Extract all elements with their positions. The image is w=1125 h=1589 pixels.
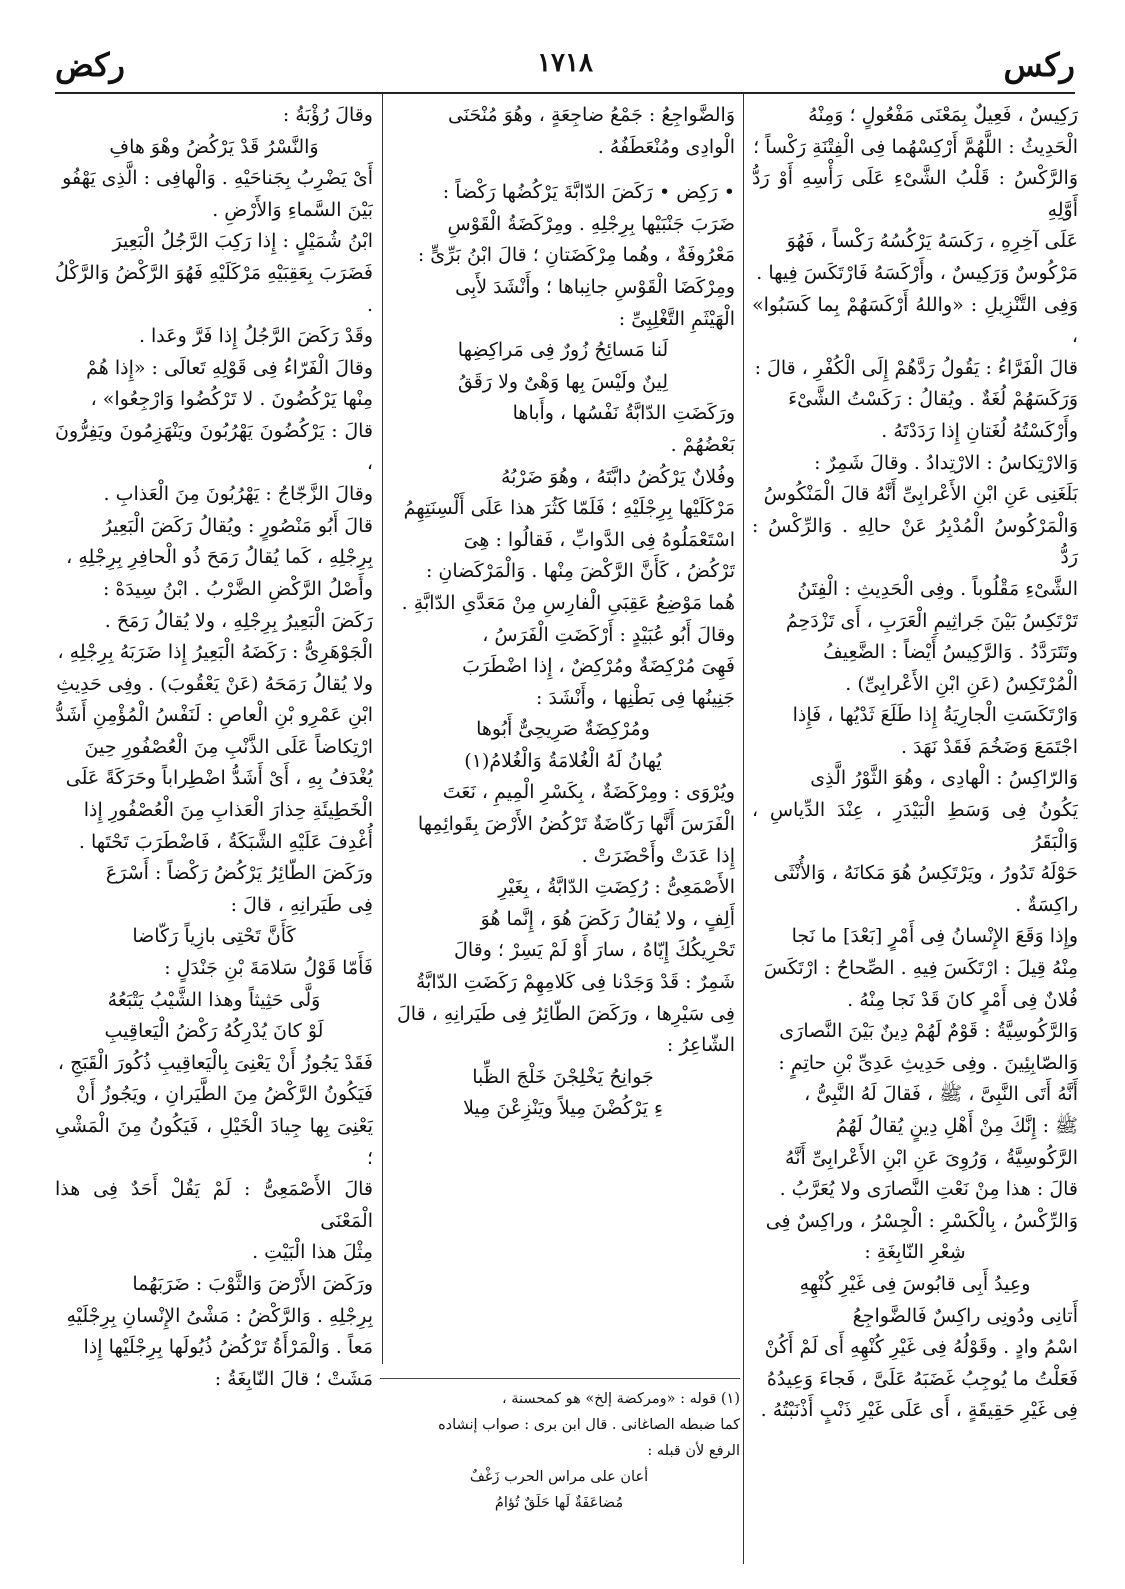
text-line: الشَّىْءِ مَقْلُوباً . وفِى الْحَدِيثِ : الْفِتَنُ: [797, 577, 1078, 600]
text-line: قالَ : هذا مِنْ نَعْتِ النَّصارَى ولا يُعَرَّبُ .: [779, 1178, 1078, 1201]
text-line: ومِرْكَضَا الْقَوْسِ جانِباها ؛ وأَنْشَدَ لأَبِى: [455, 275, 735, 298]
text-line: قالَ أَبُو مَنْصُورٍ : ويُقالُ رَكَضَ الْبَعِيرُ: [102, 514, 373, 537]
footnote-line: أعان على مراس الحرب زَغْفٌ: [469, 1469, 649, 1485]
text-line: مَعْرُوفَةٌ ، وهُما مِرْكَضَتانِ ؛ قالَ ابْنُ بَرِّىٍّ :: [417, 244, 735, 267]
text-line: وإِذا وَقَعَ الإِنْسانُ فِى أَمْرٍ [بَعْدَ] ما نَجا: [791, 925, 1078, 948]
header-rule: [55, 92, 1075, 94]
text-line: ورَكَضَتِ الدّابَّةُ نَفْسُها ، وأَباها: [512, 402, 735, 425]
text-line: ولا يُقالُ رَمَحَهُ (عَنْ يَعْقُوبَ) . وفِى حَدِيثِ: [56, 672, 373, 695]
text-line: شِعْرِ النّابِغَةِ :: [864, 1241, 966, 1264]
text-line: الْهَيْثَمِ التَّغْلِبِىِّ :: [618, 307, 735, 330]
text-line: الْوادِى ومُنْعَطَفُهُ .: [597, 135, 735, 158]
text-line: فِى طَيَرانِهِ ، قالَ :: [230, 893, 373, 916]
text-line: • رَكِض • رَكَضَ الدّابَّةَ يَرْكُضُها رَكْضاً :: [442, 181, 735, 204]
text-line: لَوْ كانَ يُدْرِكُهُ رَكْضُ الْيَعاقِيبِ: [104, 1020, 324, 1043]
text-line: لَنا مَسائِحُ زُورٌ فِى مَراكِضِها: [457, 339, 669, 362]
text-line: وقالَ الزَّجّاجُ : يَهْرُبُونَ مِنَ الْعَذابِ .: [103, 483, 373, 506]
text-line: وتَتَرَدَّدُ . وَالرَّكِيسُ أَيْضاً : الضَّعِيفُ: [823, 641, 1078, 664]
text-line: إِذا عَدَتْ وأَحْضَرَتْ .: [581, 844, 735, 867]
column-middle: [391, 100, 735, 1375]
text-line: الْفَرَسَ أَنَّها رَكّاضَةٌ تَرْكُضُ الأَرْضَ بِقَوائِمِها: [417, 813, 735, 836]
text-line: مِنْها يَرْكُضُونَ . لا تَرْكُضُوا وَارْجِعُوا» ،: [90, 388, 373, 411]
text-line: ضَرَبَ جَنْبَيْها بِرِجْلِهِ . ومِرْكَضَةُ الْقَوْسِ: [447, 212, 735, 235]
text-line: وَالرِّكْسُ ، بِالْكَسْرِ : الْجِسْرُ ، وراكِسٌ فِى: [765, 1209, 1078, 1232]
text-line: قالَ الأَصْمَعِىُّ : لَمْ يَقُلْ أَحَدٌ فِى هذا الْمَعْنَى: [55, 1178, 373, 1232]
text-line: ومُرْكِضَةٌ صَرِيحِىٌّ أَبُوها: [476, 718, 650, 741]
text-line: أُغْدِفَ عَلَيْهِ الشَّبَكَةُ ، فَاضْطَرَبَ تَحْتَها .: [78, 830, 373, 853]
text-line: راكِسَةٌ .: [1015, 893, 1078, 916]
text-line: وَالنَّسْرُ قَدْ يَرْكُضُ وهْوَ هافِ: [109, 135, 319, 158]
column-left: [55, 100, 373, 1570]
text-line: فَأَمّا قَوْلُ سَلامَةَ بْنِ جَنْدَلٍ :: [164, 957, 373, 980]
text-line: أَىْ يَضْرِبُ بِجَناحَيْهِ . وَالْهافِى : الَّذِى يَهْفُو: [62, 167, 373, 190]
text-line: بَعْضُهُمْ .: [670, 433, 735, 456]
text-line: وَرَكَسَهُمْ لُغَةٌ . ويُقالُ : رَكَسْتُ الشَّىْءَ: [788, 388, 1078, 411]
text-line: وَالصّابِئِينَ . وفِى حَدِيثِ عَدِىِّ بْنِ حاتِمٍ :: [778, 1051, 1078, 1074]
text-line: تَرْتَكِسُ بَيْنَ جَراثِيمِ الْعَرَبِ ، أَى تَزْدَحِمُ: [785, 609, 1078, 632]
text-line: الْحَدِيثُ : اللَّهُمَّ أَرْكِسْهُما فِى الْفِتْنَةِ رَكْساً ؛: [753, 135, 1078, 158]
text-line: وَارْتَكَسَتِ الْجارِيَةُ إِذا طَلَعَ ثَدْيُها ، فَإِذا: [792, 704, 1078, 727]
text-line: وَالرَّكُوسِيَّةُ : قَوْمٌ لَهُمْ دِينٌ بَيْنَ النَّصارَى: [779, 1020, 1078, 1043]
text-line: ارْتِكاضاً عَلَى الذَّنْبِ مِنَ الْعُصْفُورِ حِينَ: [84, 735, 373, 758]
text-line: مَرْكُوسٌ وَرَكِيسٌ ، وأَرْكَسَهُ فَارْتَكَسَ فِيها .: [756, 261, 1078, 284]
text-line: جَنِينُها فِى بَطْنِها ، وأَنْشَدَ :: [536, 686, 735, 709]
text-line: بَيْنَ السَّماءِ وَالأَرْضِ .: [212, 198, 373, 221]
text-line: وَالضَّواجِعُ : جَمْعُ ضاجِعَةٍ ، وهُوَ مُنْحَنَى: [447, 104, 735, 126]
text-line: ءِ يَرْكُضْنَ مِيلاً ويَنْزِعْنَ مِيلا: [463, 1097, 663, 1120]
header-root-right: ركس: [1003, 46, 1075, 84]
text-line: فُلانٌ فِى أَمْرٍ كانَ قَدْ نَجا مِنْهُ .: [847, 988, 1078, 1011]
text-line: الشّاعِرُ :: [666, 1034, 735, 1057]
text-line: رَكِيسٌ ، فَعِيلٌ بِمَعْنَى مَفْعُولٍ ؛ وَمِنْهُ: [808, 104, 1078, 126]
text-line: ﷺ : إِنَّكَ مِنْ أَهْلِ دِينٍ يُقالُ لَهُمُ: [835, 1115, 1078, 1137]
text-line: الْجَوْهَرِىُّ : رَكَضَهُ الْبَعِيرُ إِذا ضَرَبَهُ بِرِجْلِهِ ،: [57, 641, 373, 664]
text-line: مِنْهُ قِيلَ : ارْتَكَسَ فِيهِ . الصِّحاحُ : ارْتَكَسَ: [763, 957, 1078, 980]
text-line: مَشَتْ ؛ قالَ النّابِغَةُ :: [214, 1367, 373, 1390]
text-line: لِينٌ ولَيْسَ بِها وَهْىٌ ولا رَقَقُ: [457, 370, 669, 393]
text-line: يُهانُ لَهُ الْغُلامَةُ وَالْغُلامُ(١): [464, 749, 662, 772]
footnote-line: (١) قوله : «ومركضة إلخ» هو كمحسنة ،: [501, 1391, 740, 1407]
text-line: أَلِفٍ ، ولا يُقالُ رَكَضَ هُوَ ، إِنَّما هُوَ: [480, 907, 735, 930]
text-line: فَعَلْتُ ما يُوجِبُ غَضَبَهُ عَلَىَّ ، فَجاءَ وَعِيدُهُ: [766, 1367, 1078, 1390]
column-right: [752, 100, 1078, 1570]
footnote-line: الرفع لأن قبله :: [647, 1443, 740, 1459]
text-line: الْمُرْتَكِسُ (عَنِ ابْنِ الأَعْرابِىِّ) .: [845, 672, 1078, 695]
text-line: ويُرْوَى : ومِرْكَضَةٌ ، بِكَسْرِ الْمِيمِ ، نَعَتَ: [442, 781, 735, 804]
text-line: يَكُونُ فِى وَسَطِ الْبَيْدَرِ ، عِنْدَ الدِّياسِ ، وَالْبَقَرُ: [752, 799, 1078, 853]
text-line: وقَدْ رَكَضَ الرَّجُلُ إِذا فَرَّ وعَدا .: [138, 325, 373, 348]
text-line: عَلَى آخِرِهِ ، رَكَسَهُ يَرْكُسُهُ رَكْساً ، فَهُوَ: [786, 230, 1078, 253]
text-line: هُما مَوْضِعُ عَقِبَىِ الْفارِسِ مِنْ مَعَدَّىِ الدّابَّةِ .: [401, 591, 735, 614]
text-line: قالَ : يَرْكُضُونَ يَهْرُبُونَ ويَنْهَزِمُونَ ويَفِرُّونَ ،: [55, 419, 373, 474]
text-line: فَضَرَبَ بِعَقِبَيْهِ مَرْكَلَيْهِ فَهُوَ الرَّكْضُ وَالرَّكْلُ .: [55, 261, 373, 316]
footnote-rule: [380, 1378, 740, 1379]
text-line: اسْمُ وادٍ . وقَوْلُهُ فِى غَيْرِ كُنْهِهِ أَى لَمْ أَكُنْ: [764, 1336, 1078, 1359]
text-line: وَالْمَرْكُوسُ الْمُدْبِرُ عَنْ حالِهِ . وَالرِّكْسُ : رَدُّ: [752, 514, 1078, 569]
header-root-left: ركض: [55, 46, 125, 84]
paragraph-gap: [391, 163, 735, 177]
text-line: حَوْلَهُ تَدُورُ ، ويَرْتَكِسُ هُوَ مَكانَهُ ، وَالأُنْثَى: [773, 862, 1078, 885]
text-line: بِرِجْلِهِ ، كَما يُقالُ رَمَحَ ذُو الْحافِرِ بِرِجْلِهِ ،: [66, 546, 373, 569]
text-line: مَرْكَلَيْها بِرِجْلَيْهِ ؛ فَلَمّا كَثُرَ هذا عَلَى أَلْسِنَتِهِمُ: [403, 497, 735, 520]
text-line: الْخَطِيئَةِ حِذارَ الْعَذابِ مِنَ الْعُصْفُورِ إِذا: [83, 799, 373, 822]
text-line: وَالرَّكْسُ : قَلْبُ الشَّىْءِ عَلَى رَأْسِهِ أَوْ رَدُّ أَوَّلِهِ: [752, 167, 1078, 221]
footnote-line: مُضاعَفَةٌ لَها حَلَقٌ تُؤامُ: [494, 1495, 624, 1511]
text-line: أَنَّهُ أَتَى النَّبِىَّ ، ﷺ ، فَقالَ لَهُ النَّبِىُّ ،: [804, 1083, 1078, 1106]
text-line: اسْتَعْمَلُوهُ فِى الدَّوابِّ ، فَقالُوا : هِىَ: [463, 528, 735, 551]
text-line: فِى سَيْرِها ، ورَكَضَ الطّائِرُ فِى طَيَرانِهِ ، قالَ: [396, 1002, 735, 1025]
text-line: الرَّكُوسِيَّةُ ، وَرُوِىَ عَنِ ابْنِ الأَعْرابِىِّ أَنَّهُ: [785, 1146, 1078, 1169]
page-header: [55, 40, 1075, 90]
text-line: بَلَغَنِى عَنِ ابْنِ الأَعْرابِىِّ أَنَّهُ قالَ الْمَنْكُوسُ: [763, 483, 1078, 506]
text-line: قالَ الْفَرَّاءُ : يَقُولُ رَدَّهُمْ إِلَى الْكُفْرِ ، قالَ :: [754, 356, 1078, 379]
column-divider-left: [382, 94, 383, 1364]
column-divider-right: [743, 94, 744, 1564]
text-line: تَحْرِيكُكَ إِيّاهُ ، سارَ أَوْ لَمْ يَسِرْ ؛ وقالَ: [454, 939, 735, 962]
footnote: [378, 1386, 740, 1516]
text-line: كَأَنَّ تَحْتِى بازِياً رَكّاضا: [132, 925, 296, 948]
text-line: وقالَ أَبُو عُبَيْدٍ : أَرْكَضَتِ الْفَرَسُ ،: [482, 623, 735, 646]
text-line: تَرْكُضُ ، كَأَنَّ الرَّكْضَ مِنْها . وَالْمَرْكَضانِ :: [425, 560, 735, 583]
text-line: وَلَّى حَثِيثاً وهذا الشَّيْبُ يَتْبَعُهُ: [107, 988, 321, 1011]
text-line: الأَصْمَعِىُّ : رُكِضَتِ الدّابَّةُ ، بِغَيْرِ: [498, 876, 735, 899]
text-line: ورَكَضَ الطّائِرُ يَرْكُضُ رَكْضاً : أَسْرَعَ: [105, 862, 373, 885]
text-line: ابْنِ عَمْرِو بْنِ الْعاصِ : لَنَفْسُ الْمُؤْمِنِ أَشَدُّ: [55, 704, 373, 727]
text-line: وأَصْلُ الرَّكْضِ الضَّرْبُ . ابْنُ سِيدَهْ :: [102, 577, 373, 600]
text-line: وقالَ الْفَرّاءُ فِى قَوْلِهِ تَعالَى : «إِذا هُمْ: [86, 356, 373, 379]
text-line: مِثْلَ هذا الْبَيْتِ .: [252, 1241, 373, 1264]
text-line: اجْتَمَعَ وَضَخُمَ فَقَدْ نَهَدَ .: [901, 735, 1078, 758]
text-line: فَيَكُونُ الرَّكْضُ مِنَ الطَّيَرانِ ، ويَجُوزُ أَنْ: [75, 1083, 373, 1106]
text-line: وفُلانٌ يَرْكُضُ دابَّتَهُ ، وهُوَ ضَرْبُهُ: [500, 465, 735, 488]
text-line: وقالَ رُؤْبَةُ :: [282, 104, 373, 126]
text-line: وعِيدُ أَبِى قابُوسَ فِى غَيْرِ كُنْهِهِ: [799, 1272, 1031, 1295]
footnote-line: كما ضبطه الصاغانى . قال ابن برى : صواب إنشاده: [438, 1417, 740, 1433]
text-line: جَوانِحُ يَخْلِجْنَ خَلْجَ الظِّبا: [472, 1065, 654, 1088]
text-line: وَفِى التَّنْزِيلِ : «واللهُ أَرْكَسَهُمْ بِما كَسَبُوا» ،: [752, 293, 1078, 348]
text-line: رَكَضَ الْبَعِيرُ بِرِجْلِهِ ، ولا يُقالُ رَمَحَ .: [104, 609, 373, 632]
text-line: ابْنُ شُمَيْلٍ : إِذا رَكِبَ الرَّجُلُ الْبَعِيرَ: [112, 230, 373, 253]
text-line: وَالرّاكِسُ : الْهادِى ، وهُوَ الثَّوْرُ الَّذِى: [810, 767, 1078, 790]
text-line: وَالارْتِكاسُ : الارْتِدادُ . وقالَ شَمِرٌ :: [814, 451, 1078, 474]
text-line: فَقَدْ يَجُوزُ أَنْ يَعْنِىَ بِالْيَعاقِيبِ ذُكُورَ الْقَبَجِ ،: [57, 1051, 373, 1074]
text-line: بِرِجْلِهِ . وَالرَّكْضُ : مَشْىُ الإِنْسانِ بِرِجْلَيْهِ: [66, 1304, 373, 1327]
text-line: يُغْدَفُ بِهِ ، أَىْ أَشَدُّ اضْطِراباً وحَرَكَةً عَلَى: [65, 767, 373, 790]
text-line: فَهِىَ مُرْكِضَةٌ ومُرْكِضٌ ، إِذا اضْطَرَبَ: [462, 655, 735, 678]
text-line: يَعْنِىَ بِها جِيادَ الْخَيْلِ ، فَيَكُونُ مِنَ الْمَشْىِ ؛: [55, 1115, 373, 1169]
text-line: فِى غَيْرِ حَقِيقَةٍ ، أَى عَلَى غَيْرِ ذَنْبٍ أَذْنَبْتُهُ .: [760, 1399, 1078, 1422]
text-line: ورَكَضَ الأَرْضَ وَالثَّوْبَ : ضَرَبَهُما: [132, 1272, 373, 1295]
text-line: مَعاً . وَالْمَرْأَةُ تَرْكُضُ ذُيُولَها بِرِجْلَيْها إِذا: [83, 1336, 373, 1359]
text-line: وأَرْكَسْتُهُ لُغَتانِ إِذا رَدَدْتَهُ .: [881, 419, 1078, 442]
text-line: شَمِرٌ : قَدْ وَجَدْنا فِى كَلامِهِمْ رَكَضَتِ الدّابَّةُ: [415, 971, 735, 994]
text-line: أَتانِى ودُونِى راكِسٌ فَالضَّواجِعُ: [852, 1304, 1078, 1327]
page-number: ١٧١٨: [537, 48, 593, 78]
